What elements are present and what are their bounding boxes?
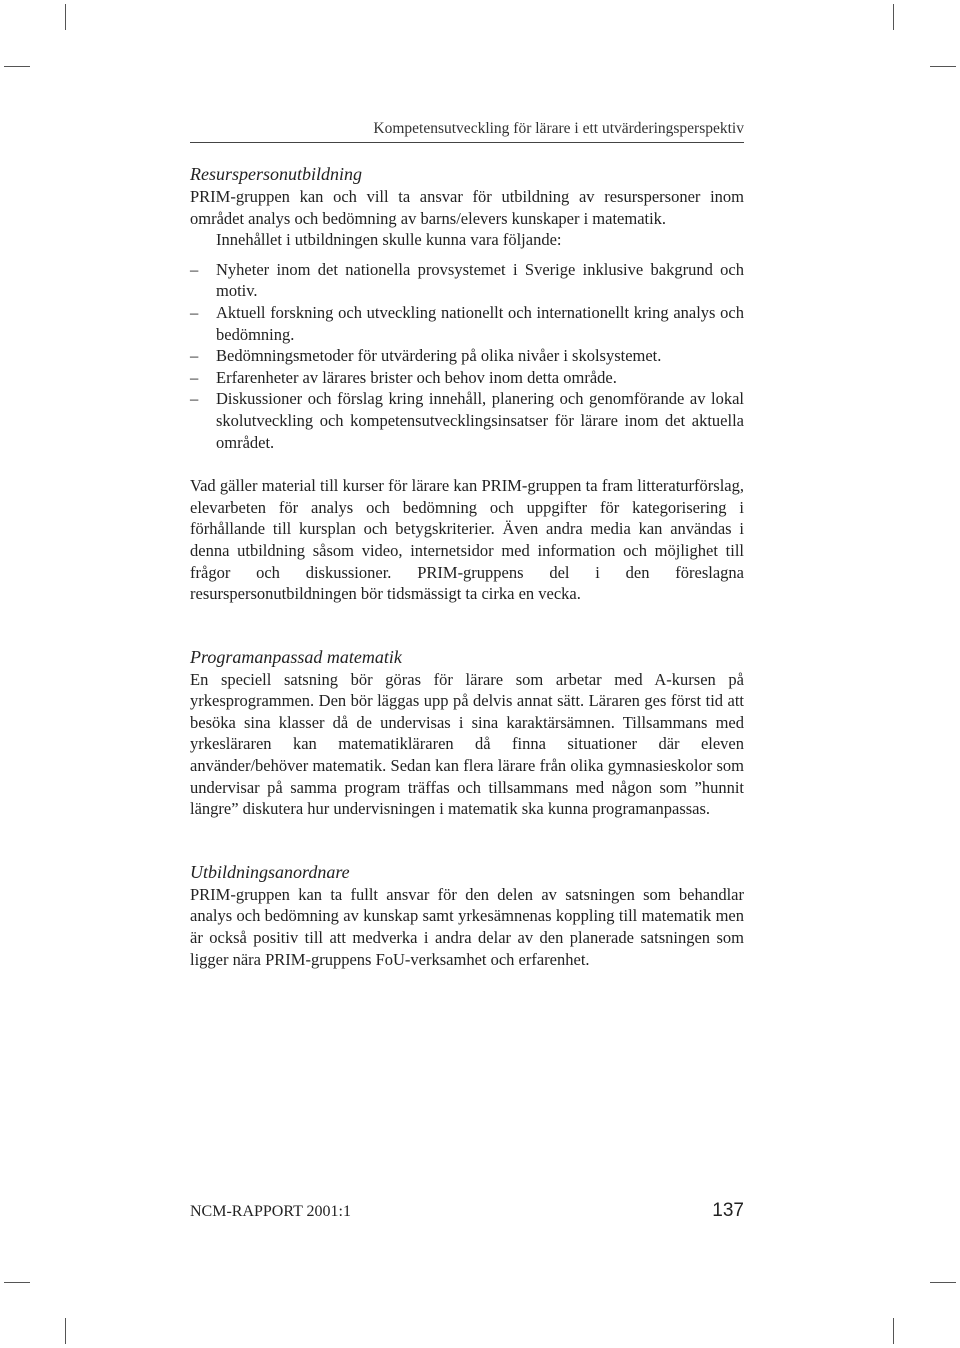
list-item: – Diskussioner och förslag kring innehåll, planering och genomförande av lokal skolutveckling och kompetensutvecklingsinsatser för lärare inom det aktuella området. (190, 389, 744, 452)
list-item: – Nyheter inom det nationella provsystemet i Sverige inklusive bakgrund och motiv. (190, 259, 744, 301)
crop-mark (65, 1318, 66, 1344)
dash-bullet: – (190, 346, 199, 366)
page-number: 137 (712, 1200, 744, 1221)
list-item: – Bedömningsmetoder för utvärdering på olika nivåer i skolsystemet. (190, 346, 662, 366)
running-header: Kompetensutveckling för lärare i ett utvärderingsperspektiv (190, 118, 744, 143)
list-item: – Aktuell forskning och utveckling nationellt och internationellt kring analys och bedömning. (190, 302, 744, 344)
section-title-utbildningsanordnare: Utbildningsanordnare (190, 861, 350, 882)
crop-mark (930, 66, 956, 67)
crop-mark (893, 1318, 894, 1344)
crop-mark (4, 1282, 30, 1283)
section-title-resurspersonutbildning: Resurspersonutbildning (190, 164, 363, 184)
crop-mark (65, 4, 66, 30)
content-list (190, 259, 744, 453)
crop-mark (893, 4, 894, 30)
section-body-paragraph: PRIM-gruppen kan ta fullt ansvar för den delen av satsningen som behandlar analys och bedömning av kunskap samt yrkesämnenas koppling till matematik men är också positiv till att medverka i andra delar av den planerade satsningen som ligger nära PRIM-gruppens FoU-verksamhet och erfarenhet. (190, 884, 744, 969)
dash-bullet: – (190, 302, 199, 322)
report-id: NCM-RAPPORT 2001:1 (190, 1203, 351, 1220)
section-closing-paragraph: Vad gäller material till kurser för lärare kan PRIM-gruppen ta fram litteraturförslag, elevarbeten för analys och bedömning och uppgifter för kategorisering i förhållande till kursplan och betygskriterier. Även andra media kan användas i denna utbildning såsom video, internetsidor med information och möjlighet till frågor och diskussioner. PRIM-gruppens del i den föreslagna resurspersonutbildningen bör tidsmässigt ta cirka en vecka. (190, 476, 744, 604)
page-footer (190, 1200, 744, 1223)
section-body-paragraph: En speciell satsning bör göras för lärare som arbetar med A-kursen på yrkesprogrammen. Den bör läggas upp på delvis annat sätt. Läraren ges först tid att besöka sina klasser då de undervisas i sina karaktärsämnen. Tillsammans med yrkesläraren kan matematikläraren då finna situationer där eleven använder/behöver matematik. Sedan kan flera lärare från olika gymnasieskolor som undervisar på samma program träffas och tillsammans med någon som ”hunnit längre” diskutera hur undervisningen i matematik ska kunna programanpassas. (190, 669, 744, 819)
list-lead: Innehållet i utbildningen skulle kunna vara följande: (216, 230, 562, 250)
dash-bullet: – (190, 367, 199, 387)
crop-mark (930, 1282, 956, 1283)
list-item: – Erfarenheter av lärares brister och behov inom detta område. (190, 367, 617, 387)
dash-bullet: – (190, 389, 199, 409)
section-intro: PRIM-gruppen kan och vill ta ansvar för utbildning av resurspersoner inom området analys och bedömning av barns/elevers kunskaper i matematik. (190, 187, 744, 228)
crop-mark (4, 66, 30, 67)
section-title-programanpassad-matematik: Programanpassad matematik (190, 646, 402, 667)
page-body (190, 162, 744, 970)
dash-bullet: – (190, 259, 199, 279)
